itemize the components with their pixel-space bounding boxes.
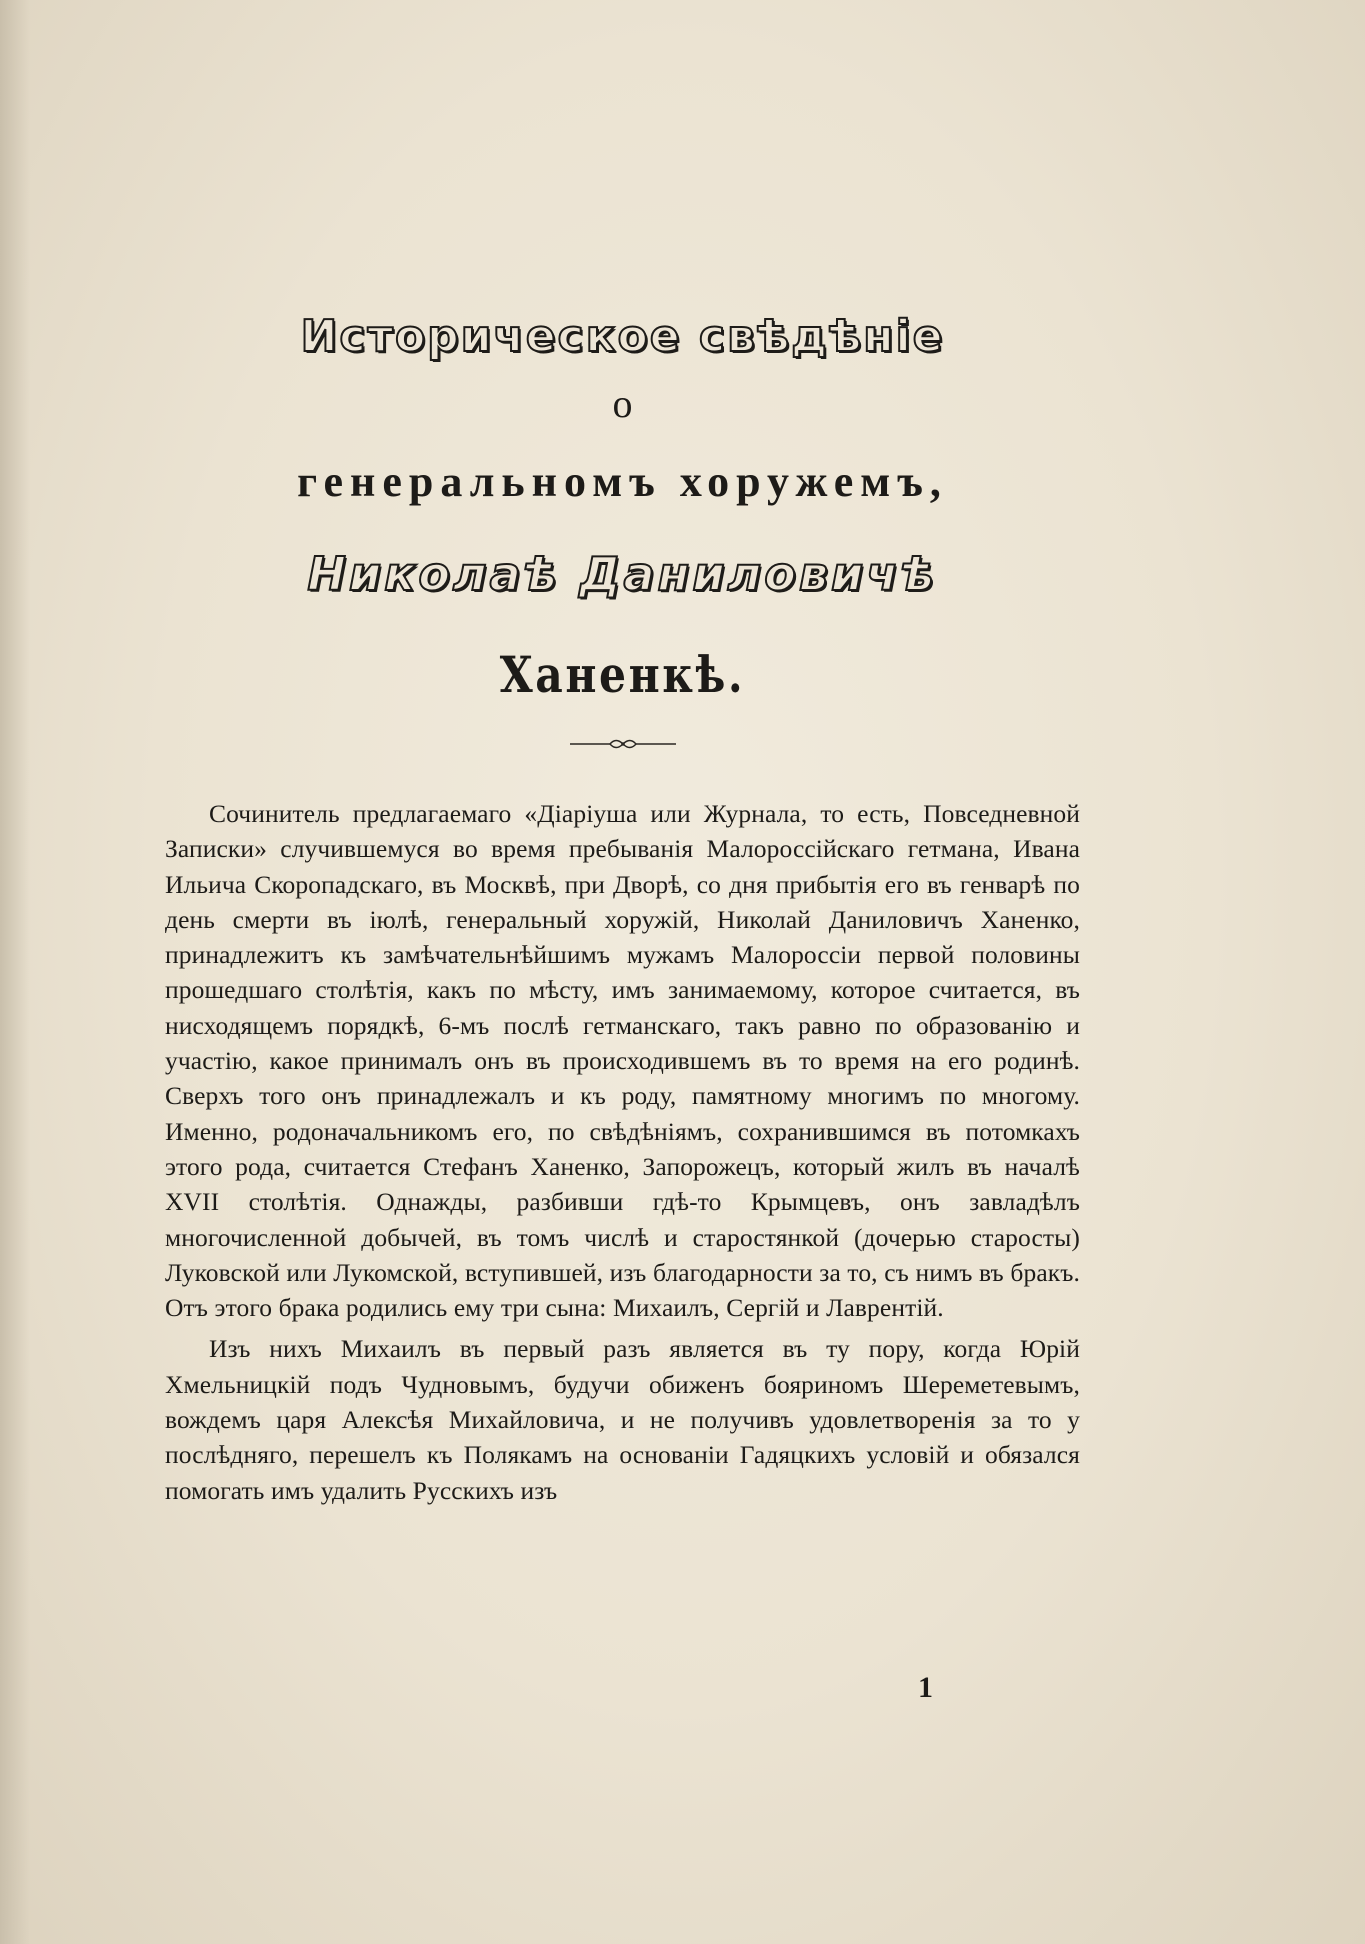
title-general-khorunzhy: генеральномъ хоружемъ, <box>297 457 948 506</box>
title-person-name: Николаѣ Даниловичѣ <box>307 547 938 601</box>
paragraph-2: Изъ нихъ Михаилъ въ первый разъ является въ ту пору, когда Юрій Хмельницкій подъ Чудновымъ, будучи обиженъ бояриномъ Шереметевымъ, вождемъ царя Алексѣя Михайловича, и не получивъ удовлетворенія за то у послѣдняго, перешелъ къ Полякамъ на основаніи Гадяцкихъ условій и обязался помогать имъ удалить Русскихъ изъ <box>165 1334 1080 1505</box>
page-number: 1 <box>918 1671 933 1704</box>
title-historical-note: Историческое свѣдѣніе <box>300 311 945 362</box>
page-content <box>165 300 1080 1508</box>
ornament-divider-icon <box>568 736 678 752</box>
body-text <box>165 796 1080 1508</box>
paragraph-1: Сочинитель предлагаемаго «Діаріуша или Журнала, то есть, Повседневной Записки» случившемуся во время пребыванія Малороссійскаго гетмана, Ивана Ильича Скоропадскаго, въ Москвѣ, при Дворѣ, со дня прибытія его въ генварѣ по день смерти въ іюлѣ, генеральный хоружій, Николай Даниловичъ Ханенко, принадлежитъ къ замѣчательнѣйшимъ мужамъ Малороссіи первой половины прошедшаго столѣтія, какъ по мѣсту, имъ занимаемому, которое считается, въ нисходящемъ порядкѣ, 6-мъ послѣ гетманскаго, такъ равно по образованію и участію, какое принималъ онъ въ происходившемъ въ то время на его родинѣ. Сверхъ того онъ принадлежалъ и къ роду, памятному многимъ по многому. Именно, родоначальникомъ его, по свѣдѣніямъ, сохранившимся въ потомкахъ этого рода, считается Стефанъ Ханенко, Запорожецъ, который жилъ въ началѣ XVII столѣтія. Однажды, разбивши гдѣ-то Крымцевъ, онъ завладѣлъ многочисленной добычей, въ томъ числѣ и старостянкой (дочерью старосты) Луковской или Лукомской, вступившей, изъ благодарности за то, съ нимъ въ бракъ. Отъ этого брака родились ему три сына: Михаилъ, Сергій и Лаврентій. <box>165 799 1080 1323</box>
reverse-side-bleed-through <box>95 150 1100 190</box>
title-surname: Ханенкѣ. <box>499 645 746 704</box>
title-preposition: о <box>612 381 633 426</box>
